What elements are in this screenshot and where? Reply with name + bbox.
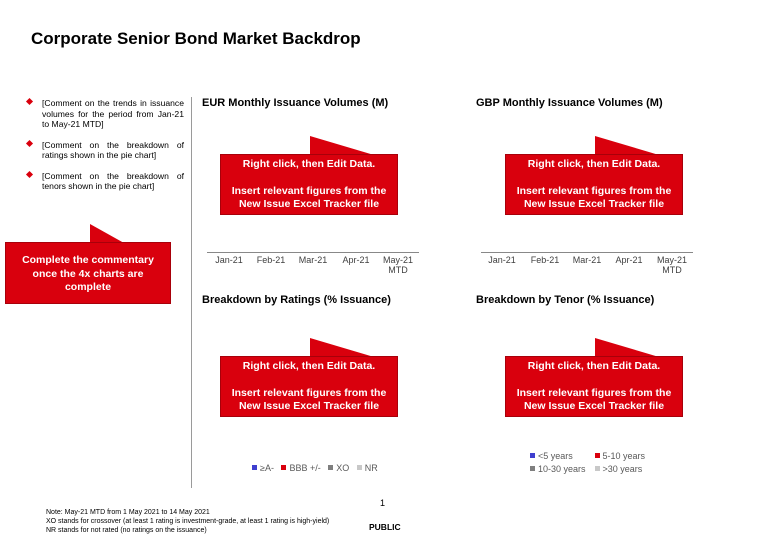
footnote: Note: May-21 MTD from 1 May 2021 to 14 May 2021 <box>46 509 210 516</box>
legend-swatch-icon <box>357 465 362 470</box>
eur-tick-may: May-21 MTD <box>382 255 413 275</box>
tenor-legend <box>530 450 645 476</box>
gbp-tick-mar: Mar-21 <box>572 255 602 265</box>
gbp-chart-placeholder[interactable]: Right click, then Edit Data. Insert relevant figures from the New Issue Excel Tracker file <box>505 154 683 215</box>
eur-x-axis <box>207 252 419 253</box>
eur-chart-title: EUR Monthly Issuance Volumes (M) <box>202 97 389 109</box>
footnotes <box>46 508 329 535</box>
commentary-bullet[interactable]: [Comment on the breakdown of tenors shown in the pie chart] <box>26 171 184 192</box>
ratings-chart-placeholder[interactable]: Right click, then Edit Data. Insert relevant figures from the New Issue Excel Tracker file <box>220 356 398 417</box>
eur-chart-placeholder[interactable]: Right click, then Edit Data. Insert relevant figures from the New Issue Excel Tracker file <box>220 154 398 215</box>
eur-tick-mar: Mar-21 <box>298 255 328 265</box>
page-number: 1 <box>380 498 386 508</box>
eur-tick-feb: Feb-21 <box>256 255 286 265</box>
commentary-callout[interactable]: Complete the commentary once the 4x charts are complete <box>5 242 171 304</box>
gbp-x-axis <box>481 252 693 253</box>
gbp-tick-jan: Jan-21 <box>488 255 516 265</box>
legend-swatch-icon <box>530 453 535 458</box>
footnote: XO stands for crossover (at least 1 rating is investment-grade, at least 1 rating is high-yield) <box>46 518 330 525</box>
callout-tail <box>310 338 374 357</box>
legend-item: XO <box>328 463 349 473</box>
legend-item: NR <box>357 463 378 473</box>
gbp-tick-may: May-21 MTD <box>656 255 687 275</box>
ratings-chart-title: Breakdown by Ratings (% Issuance) <box>202 294 391 306</box>
bullet-diamond-icon <box>26 139 33 146</box>
gbp-chart-title: GBP Monthly Issuance Volumes (M) <box>476 97 663 109</box>
legend-swatch-icon <box>328 465 333 470</box>
callout-tail <box>595 136 659 155</box>
legend-item: 10-30 years <box>530 463 592 476</box>
legend-item: BBB +/- <box>281 463 320 473</box>
legend-item: >30 years <box>595 464 643 474</box>
commentary-bullet[interactable]: [Comment on the breakdown of ratings shown in the pie chart] <box>26 140 184 161</box>
commentary-bullet[interactable]: [Comment on the trends in issuance volumes for the period from Jan-21 to May-21 MTD] <box>26 98 184 130</box>
bullet-diamond-icon <box>26 98 33 105</box>
callout-tail <box>90 224 124 243</box>
legend-swatch-icon <box>595 466 600 471</box>
legend-item: ≥A- <box>252 463 274 473</box>
legend-swatch-icon <box>281 465 286 470</box>
legend-swatch-icon <box>595 453 600 458</box>
gbp-tick-apr: Apr-21 <box>615 255 643 265</box>
gbp-tick-feb: Feb-21 <box>530 255 560 265</box>
legend-swatch-icon <box>252 465 257 470</box>
callout-tail <box>310 136 374 155</box>
page-title: Corporate Senior Bond Market Backdrop <box>31 29 361 48</box>
vertical-divider <box>191 97 192 488</box>
eur-tick-apr: Apr-21 <box>342 255 370 265</box>
legend-item: 5-10 years <box>595 451 646 461</box>
legend-item: <5 years <box>530 450 592 463</box>
tenor-chart-title: Breakdown by Tenor (% Issuance) <box>476 294 655 306</box>
callout-tail <box>595 338 659 357</box>
footnote: NR stands for not rated (no ratings on the issuance) <box>46 527 207 534</box>
commentary-list <box>26 98 184 202</box>
classification-label: PUBLIC <box>369 522 401 532</box>
tenor-chart-placeholder[interactable]: Right click, then Edit Data. Insert relevant figures from the New Issue Excel Tracker file <box>505 356 683 417</box>
ratings-legend <box>252 463 378 473</box>
legend-swatch-icon <box>530 466 535 471</box>
bullet-diamond-icon <box>26 170 33 177</box>
eur-tick-jan: Jan-21 <box>215 255 243 265</box>
